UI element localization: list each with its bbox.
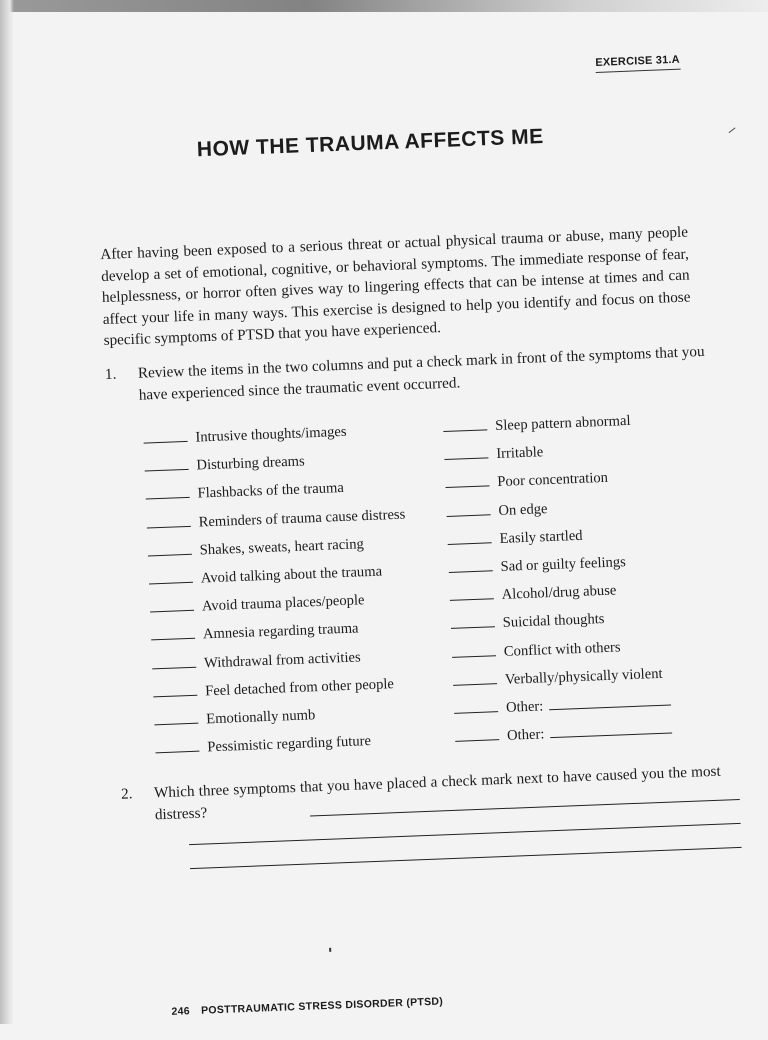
checklist-item-right — [450, 608, 604, 636]
checklist-item-left — [145, 477, 344, 507]
question-2-number: 2. — [120, 785, 133, 803]
checklist-item-label: Flashbacks of the trauma — [197, 480, 345, 502]
page-number: 246 — [171, 1005, 191, 1018]
checklist-item-label: Amnesia regarding trauma — [202, 620, 359, 643]
checklist-item-left — [150, 589, 365, 619]
checklist-item-label: Alcohol/drug abuse — [501, 582, 617, 604]
checklist-item-right — [447, 525, 583, 552]
intro-paragraph: After having been exposed to a serious threat or actual physical trauma or abuse, many people develop a set of emotional, cognitive, or behavioral symptoms. The immediate response of fear, helplessness, or horror often gives way to lingering effects that can be intense at times and can affect your life in many ways. This exercise is designed to help you identify and focus on those specific symptoms of PTSD that you have experienced. — [100, 223, 691, 350]
checklist-item-label: Suicidal thoughts — [502, 611, 605, 632]
checklist-item-right — [448, 551, 626, 580]
checklist-item-label: Pessimistic regarding future — [207, 733, 372, 756]
checkmark-blank[interactable] — [145, 483, 190, 500]
stray-mark — [329, 948, 331, 952]
checkmark-blank[interactable] — [148, 568, 193, 585]
checklist-item-label: Irritable — [495, 444, 544, 463]
checklist-item-label: Easily startled — [499, 527, 583, 547]
checkmark-blank[interactable] — [150, 596, 195, 613]
checklist-item-left — [152, 646, 361, 676]
checkmark-blank[interactable] — [447, 528, 492, 545]
checklist-item-right — [445, 467, 608, 495]
checklist-item-right — [446, 498, 548, 524]
checkmark-blank[interactable] — [155, 737, 200, 754]
page-footer — [171, 995, 451, 1018]
question-1-text: Review the items in the two columns and put a check mark in front of the symptoms that you have experienced since the traumatic event occurred. — [137, 342, 705, 404]
checkmark-blank[interactable] — [153, 680, 198, 697]
checkmark-blank[interactable] — [450, 613, 495, 630]
answer-line-2[interactable] — [189, 823, 741, 845]
checklist-item-label: Feel detached from other people — [204, 675, 395, 700]
checkmark-blank[interactable] — [451, 641, 496, 658]
exercise-label: EXERCISE 31.A — [595, 54, 680, 73]
checkmark-blank[interactable] — [144, 455, 189, 472]
checklist-item-label: Reminders of trauma cause distress — [198, 506, 406, 531]
checklist-item-label: Emotionally numb — [205, 707, 316, 728]
checkmark-blank[interactable] — [444, 444, 489, 461]
checkmark-blank[interactable] — [446, 500, 491, 517]
checkmark-blank[interactable] — [147, 540, 192, 557]
checklist-item-left — [151, 618, 359, 648]
checklist-item-label: Avoid trauma places/people — [201, 592, 365, 615]
checklist-item-right — [443, 410, 631, 439]
question-2 — [121, 761, 722, 827]
checklist-item-right — [449, 580, 616, 608]
checklist-item-label: Conflict with others — [503, 639, 621, 660]
question-2-text: Which three symptoms that you have placed a check mark next to have caused you the most distress? — [153, 762, 721, 823]
checklist-item-label: Shakes, sweats, heart racing — [199, 535, 365, 559]
checklist-item-left — [143, 421, 347, 451]
page-title: HOW THE TRAUMA AFFECTS ME — [196, 124, 545, 162]
checkmark-blank[interactable] — [443, 415, 488, 432]
checklist-item-right — [451, 636, 620, 664]
other-write-in-line[interactable] — [550, 719, 672, 739]
checklist-item-label: Other: — [506, 726, 545, 745]
checkmark-blank[interactable] — [449, 584, 494, 601]
checkmark-blank[interactable] — [151, 624, 196, 641]
checklist-item-label: Withdrawal from activities — [203, 648, 361, 671]
checklist-item-left — [155, 730, 371, 760]
checkmark-blank[interactable] — [454, 697, 499, 714]
checkmark-blank[interactable] — [152, 652, 197, 669]
checklist-item-right — [444, 441, 544, 467]
checklist-item-left — [148, 561, 382, 592]
checkmark-blank[interactable] — [146, 511, 191, 528]
checklist-item-left — [147, 533, 364, 563]
checklist-item-label: Sad or guilty feelings — [500, 554, 627, 575]
checklist-item-label: Other: — [505, 698, 544, 716]
checklist-right-column — [443, 407, 703, 745]
other-write-in-line[interactable] — [549, 691, 671, 711]
checkmark-blank[interactable] — [448, 556, 493, 573]
checklist-item-label: Disturbing dreams — [196, 453, 305, 474]
checkmark-blank[interactable] — [154, 709, 199, 726]
checklist-item-left — [154, 704, 316, 732]
checkmark-blank[interactable] — [445, 472, 490, 489]
book-title: POSTTRAUMATIC STRESS DISORDER (PTSD) — [200, 995, 444, 1017]
question-1-number: 1. — [104, 365, 117, 383]
checklist-item-label: Avoid talking about the trauma — [200, 563, 383, 587]
checklist-item-left — [144, 451, 305, 479]
checkmark-blank[interactable] — [453, 669, 498, 686]
checklist-item-right — [455, 719, 673, 749]
checklist-item-right — [453, 663, 663, 693]
checklist-item-label: Poor concentration — [497, 470, 609, 491]
checkmark-blank[interactable] — [143, 427, 188, 444]
checklist-item-left — [146, 503, 405, 535]
checklist-item-label: On edge — [498, 500, 548, 519]
answer-line-3[interactable] — [190, 847, 742, 869]
checklist-item-right — [454, 691, 672, 721]
checklist-item-label: Verbally/physically violent — [504, 665, 663, 688]
checklist-item-label: Intrusive thoughts/images — [195, 423, 347, 446]
checklist-item-label: Sleep pattern abnormal — [494, 412, 631, 435]
checkmark-blank[interactable] — [455, 725, 500, 742]
checklist-item-left — [153, 673, 394, 704]
question-1 — [105, 341, 706, 407]
checklist-left-column — [143, 417, 443, 756]
